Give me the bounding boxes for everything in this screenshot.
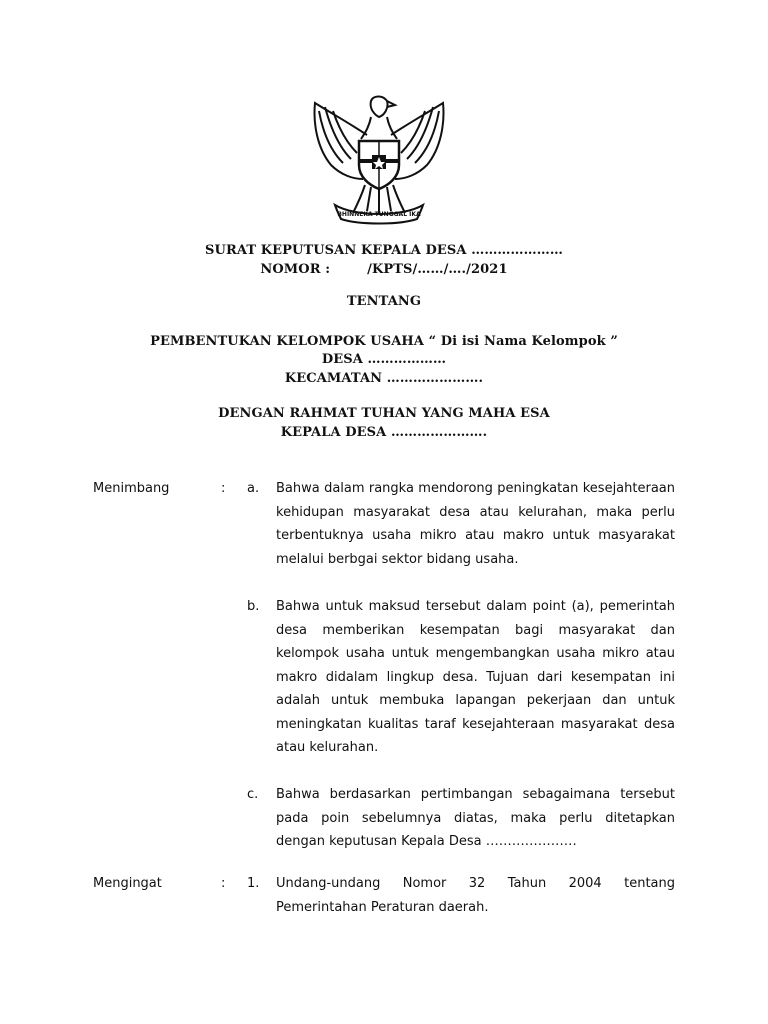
item-text: Bahwa dalam rangka mendorong peningkatan kesejahteraan kehidupan masyarakat desa atau kelurahan, maka perlu terbentuknya usaha mikro atau makro untuk masyarakat melalui berbgai sektor bidang usaha. (276, 481, 675, 567)
item-text: Bahwa untuk maksud tersebut dalam point (a), pemerintah desa memberikan kesempatan bagi masyarakat dan kelompok usaha untuk mengembangkan usaha mikro atau makro didalam lingkup desa. Tujuan dari kesempatan ini adalah untuk membuka lapangan pekerjaan dan untuk meningkatan kualitas taraf kesejahteraan masyarakat desa atau kelurahan. (276, 599, 675, 755)
decree-number: NOMOR : /KPTS/……/…./2021 (260, 262, 508, 277)
svg-text:BHINNEKA TUNGGAL IKA: BHINNEKA TUNGGAL IKA (337, 211, 421, 218)
preamble-line-1: DENGAN RAHMAT TUHAN YANG MAHA ESA (218, 406, 550, 421)
menimbang-label: Menimbang (93, 481, 170, 496)
item-marker: a. (247, 481, 260, 496)
mengingat-label: Mengingat (93, 876, 162, 891)
subject-line-3: KECAMATAN …………………. (284, 371, 484, 386)
menimbang-item-c (247, 783, 675, 854)
item-text: Bahwa berdasarkan pertimbangan sebagaimana tersebut pada poin sebelumnya diatas, maka perlu ditetapkan dengan keputusan Kepala Desa ………………… (276, 787, 675, 849)
preamble-line-2: KEPALA DESA …………………. (280, 425, 488, 440)
subject-line-1: PEMBENTUKAN KELOMPOK USAHA “ Di isi Nama Kelompok ” (150, 334, 618, 349)
item-marker: c. (247, 787, 259, 802)
mengingat-item-1 (247, 872, 675, 919)
mengingat-colon: : (221, 876, 226, 891)
menimbang-item-a (247, 477, 675, 571)
item-text: Undang-undang Nomor 32 Tahun 2004 tentang Pemerintahan Peraturan daerah. (276, 876, 675, 915)
garuda-pancasila-emblem-icon (309, 93, 449, 229)
subject-line-2: DESA ……………… (321, 352, 447, 367)
item-marker: 1. (247, 876, 260, 891)
menimbang-item-b (247, 595, 675, 760)
item-marker: b. (247, 599, 260, 614)
tentang-heading: TENTANG (346, 294, 422, 309)
decree-title: SURAT KEPUTUSAN KEPALA DESA ………………… (205, 243, 563, 258)
menimbang-colon: : (221, 481, 226, 496)
